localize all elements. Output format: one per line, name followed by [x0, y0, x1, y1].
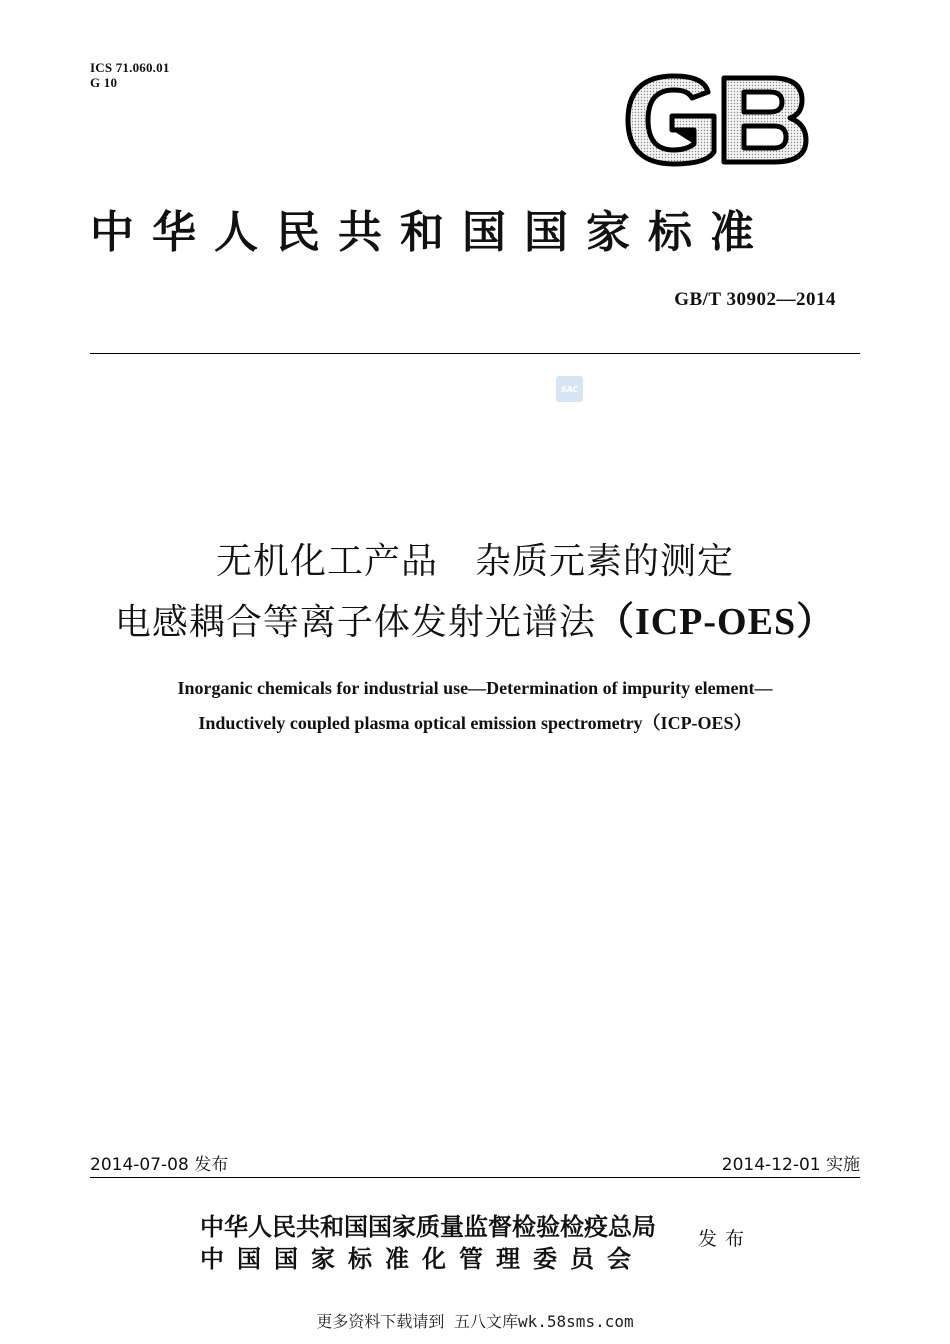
issuer-aqsiq: 中华人民共和国国家质量监督检验检疫总局 — [200, 1212, 656, 1241]
title-cn-line2-main: 电感耦合等离子体发射光谱法 — [114, 602, 596, 643]
ics-block — [90, 60, 170, 90]
issue-date: 2014-07-08 发布 — [90, 1155, 229, 1175]
standard-number: GB/T 30902—2014 — [674, 289, 836, 310]
download-footer: 更多资料下载请到 五八文库wk.58sms.com — [316, 1312, 634, 1331]
implement-date: 2014-12-01 实施 — [721, 1155, 860, 1175]
footer-divider — [90, 1177, 860, 1178]
title-en-line1: Inorganic chemicals for industrial use—Determination of impurity element— — [177, 678, 773, 698]
standard-name: 中华人民共和国国家标准 — [90, 207, 772, 258]
svg-text:GB: GB — [716, 122, 718, 123]
gb-logo — [622, 72, 810, 168]
header-divider — [90, 353, 860, 354]
title-cn-line2-paren: （ICP-OES） — [595, 601, 836, 643]
publish-label: 发布 — [698, 1228, 753, 1250]
issuer-sac: 中国国家标准化管理委员会 — [200, 1244, 644, 1273]
sac-watermark: SAC — [556, 376, 583, 402]
title-cn-line2 — [0, 590, 950, 645]
title-en-line2: Inductively coupled plasma optical emission spectrometry（ICP-OES） — [198, 713, 752, 733]
title-cn-line1: 无机化工产品 杂质元素的测定 — [215, 541, 734, 582]
ics-code: ICS 71.060.01 — [90, 60, 170, 75]
classification-code: G 10 — [90, 75, 118, 90]
